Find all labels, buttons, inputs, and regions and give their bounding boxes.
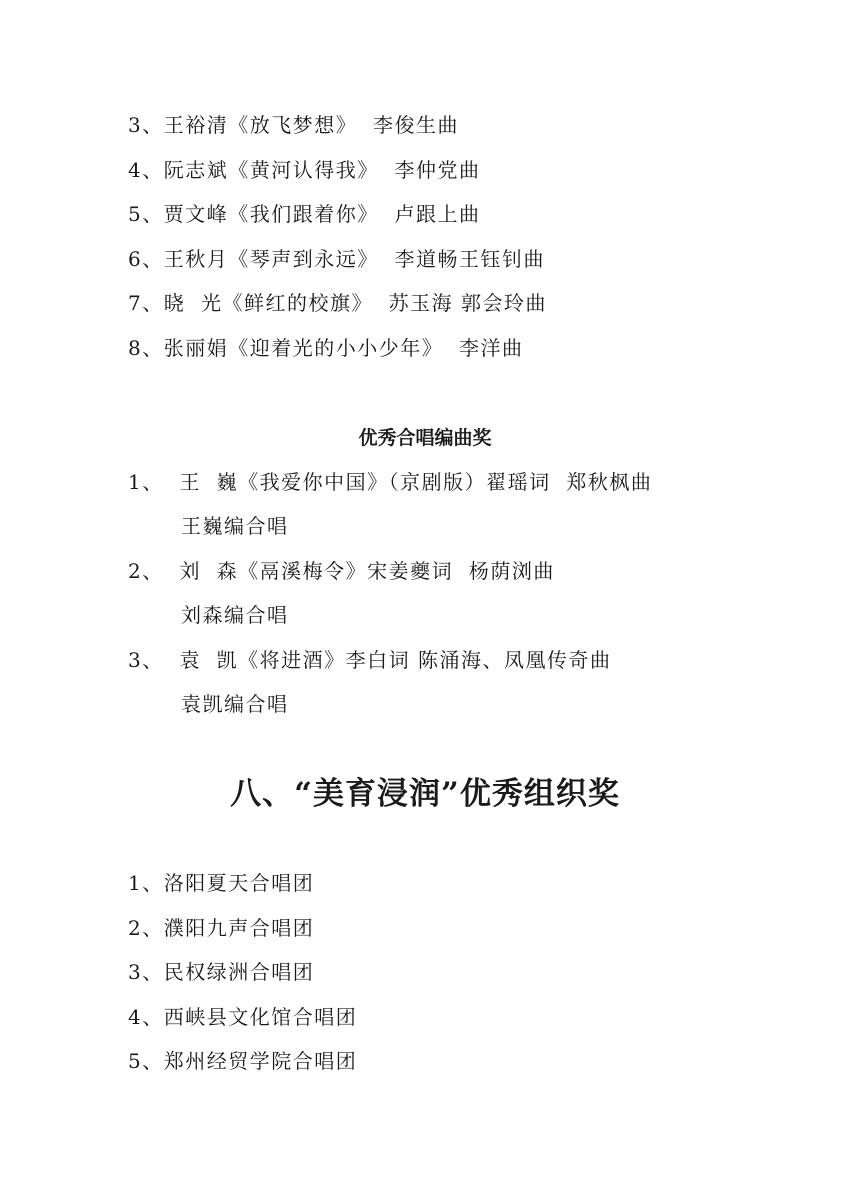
- arrangement-entry-arranger: 刘森编合唱: [181, 603, 289, 627]
- organization-list-item: 1、洛阳夏天合唱团: [128, 871, 315, 895]
- arrangement-entry-line: 2、 刘 森《鬲溪梅令》宋姜夔词 杨荫浏曲: [128, 559, 555, 583]
- arrangement-entry-arranger: 袁凯编合唱: [181, 692, 289, 716]
- works-list-item: 6、王秋月《琴声到永远》 李道畅王钰钊曲: [128, 247, 545, 271]
- works-list-item: 8、张丽娟《迎着光的小小少年》 李洋曲: [128, 336, 524, 360]
- works-list-item: 4、阮志斌《黄河认得我》 李仲党曲: [128, 158, 481, 182]
- organization-list-item: 3、民权绿洲合唱团: [128, 960, 315, 984]
- works-list-item: 7、晓 光《鲜红的校旗》 苏玉海 郭会玲曲: [128, 291, 548, 315]
- organization-list-item: 4、西峡县文化馆合唱团: [128, 1005, 358, 1029]
- organization-list-item: 5、郑州经贸学院合唱团: [128, 1049, 358, 1073]
- arrangement-entry-line: 1、 王 巍《我爱你中国》（京剧版）翟瑶词 郑秋枫曲: [128, 470, 653, 494]
- works-list-item: 3、王裕清《放飞梦想》 李俊生曲: [128, 113, 459, 137]
- works-list-item: 5、贾文峰《我们跟着你》 卢跟上曲: [128, 202, 481, 226]
- arrangement-entry-arranger: 王巍编合唱: [181, 514, 289, 538]
- organization-award-heading: 八、“美育浸润”优秀组织奖: [230, 776, 620, 812]
- chorus-arrangement-award-title: 优秀合唱编曲奖: [358, 427, 492, 449]
- organization-list-item: 2、濮阳九声合唱团: [128, 916, 315, 940]
- arrangement-entry-line: 3、 袁 凯《将进酒》李白词 陈涌海、凤凰传奇曲: [128, 648, 612, 672]
